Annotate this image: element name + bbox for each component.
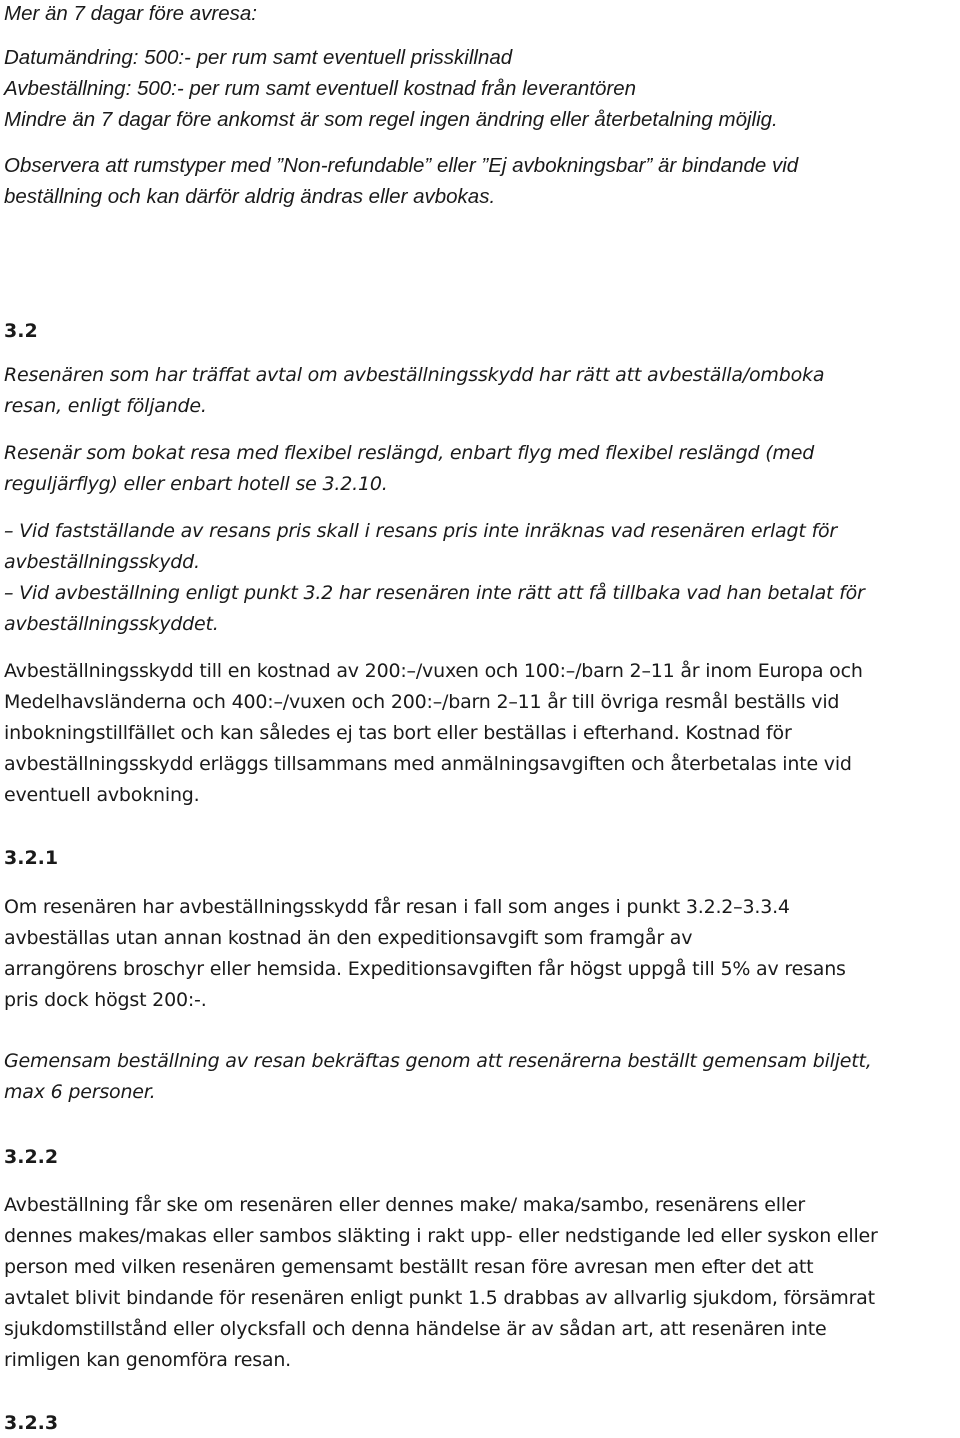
text-line: avbeställningsskydd. xyxy=(4,551,200,573)
section-heading: 3.2.3 xyxy=(4,1412,59,1434)
text-line: avbeställas utan annan kostnad än den expeditionsavgift som framgår av xyxy=(4,927,693,949)
section-heading: 3.2.2 xyxy=(4,1146,59,1168)
text-line: avbeställningsskydd erläggs tillsammans med anmälningsavgiften och återbetalas inte vid xyxy=(4,753,852,775)
text-line: arrangörens broschyr eller hemsida. Expeditionsavgiften får högst uppgå till 5% av resans xyxy=(4,958,846,980)
text-line: – Vid avbeställning enligt punkt 3.2 har resenären inte rätt att få tillbaka vad han betalat för xyxy=(4,582,865,604)
text-line: dennes makes/makas eller sambos släkting i rakt upp- eller nedstigande led eller syskon eller xyxy=(4,1225,878,1247)
text-line: Avbeställning: 500:- per rum samt eventuell kostnad från leverantören xyxy=(4,77,637,100)
text-line: Om resenären har avbeställningsskydd får resan i fall som anges i punkt 3.2.2–3.3.4 xyxy=(4,896,790,918)
text-line: – Vid fastställande av resans pris skall i resans pris inte inräknas vad resenären erlagt för xyxy=(4,520,837,542)
text-line: avbeställningsskyddet. xyxy=(4,613,219,635)
text-line: reguljärflyg) eller enbart hotell se 3.2.10. xyxy=(4,473,388,495)
text-line: Mer än 7 dagar före avresa: xyxy=(4,2,257,25)
text-line: Gemensam beställning av resan bekräftas genom att resenärerna beställt gemensam biljett, xyxy=(4,1050,872,1072)
text-line: resan, enligt följande. xyxy=(4,395,207,417)
text-line: sjukdomstillstånd eller olycksfall och denna händelse är av sådan art, att resenären inte xyxy=(4,1318,827,1340)
text-line: Avbeställningsskydd till en kostnad av 200:–/vuxen och 100:–/barn 2–11 år inom Europa och xyxy=(4,660,863,682)
text-line: Resenären som har träffat avtal om avbeställningsskydd har rätt att avbeställa/omboka xyxy=(4,364,825,386)
text-line: person med vilken resenären gemensamt beställt resan före avresan men efter det att xyxy=(4,1256,814,1278)
text-line: avtalet blivit bindande för resenären enligt punkt 1.5 drabbas av allvarlig sjukdom, försämrat xyxy=(4,1287,875,1309)
text-line: inbokningstillfället och kan således ej tas bort eller beställas i efterhand. Kostnad för xyxy=(4,722,792,744)
text-line: beställning och kan därför aldrig ändras eller avbokas. xyxy=(4,185,496,208)
text-line: eventuell avbokning. xyxy=(4,784,200,806)
text-line: pris dock högst 200:-. xyxy=(4,989,207,1011)
text-line: Observera att rumstyper med ”Non-refundable” eller ”Ej avbokningsbar” är bindande vid xyxy=(4,154,799,177)
section-heading: 3.2 xyxy=(4,320,38,342)
text-line: Mindre än 7 dagar före ankomst är som regel ingen ändring eller återbetalning möjlig. xyxy=(4,108,778,131)
text-line: Datumändring: 500:- per rum samt eventuell prisskillnad xyxy=(4,46,513,69)
text-line: Medelhavsländerna och 400:–/vuxen och 200:–/barn 2–11 år till övriga resmål beställs vid xyxy=(4,691,840,713)
text-line: rimligen kan genomföra resan. xyxy=(4,1349,292,1371)
text-line: max 6 personer. xyxy=(4,1081,156,1103)
section-heading: 3.2.1 xyxy=(4,847,59,869)
text-line: Avbeställning får ske om resenären eller dennes make/ maka/sambo, resenärens eller xyxy=(4,1194,806,1216)
text-line: Resenär som bokat resa med flexibel reslängd, enbart flyg med flexibel reslängd (med xyxy=(4,442,815,464)
